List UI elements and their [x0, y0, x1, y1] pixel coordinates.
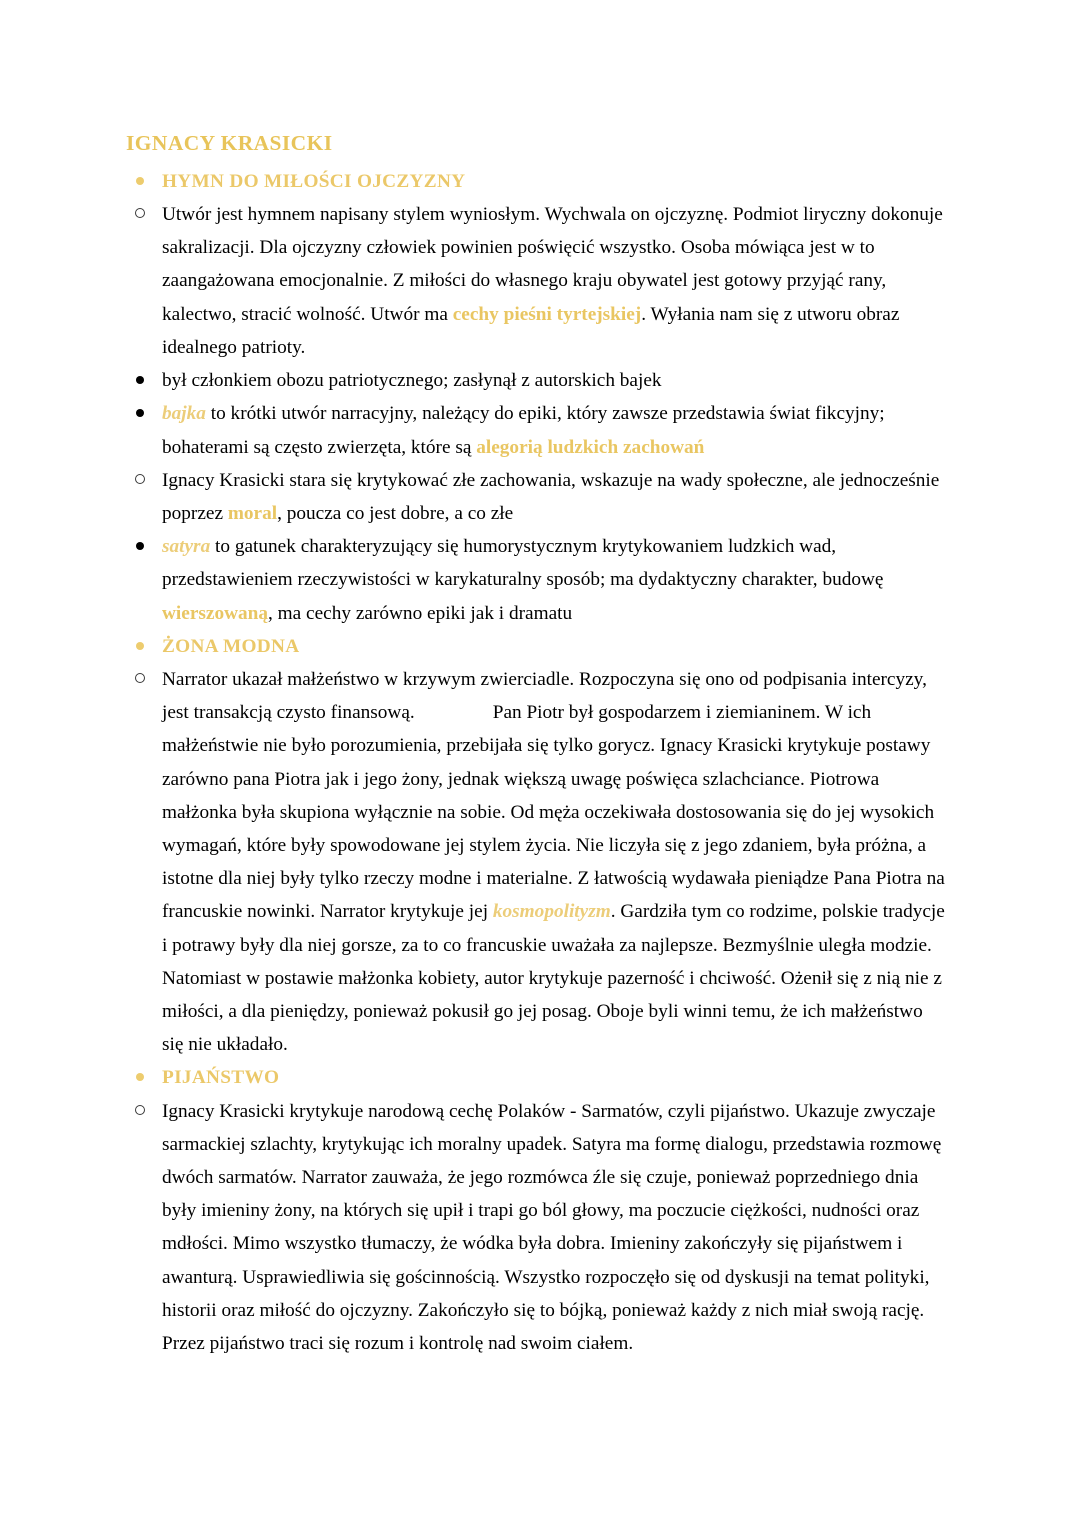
list-item-oboz [126, 364, 948, 397]
zona-text-2: Pan Piotr był gospodarzem i ziemianinem. W ich małżeństwie nie było porozumienia, przebijała się tylko gorycz. Ignacy Krasicki krytykuje postawy zarówno pana Piotra jak i jego żony, jednak większą uwagę poświęca szlachciance. Piotrowa małżonka była skupiona wyłącznie na sobie. Od męża oczekiwała dostosowania się do jej wysokich wymagań, które były spowodowane jej stylem życia. Nie liczyła się z jego zdaniem, była próżna, a istotne dla niej były tylko rzeczy modne i materialne. Z łatwością wydawała pieniądze Pana Piotra na francuskie nowinki. Narrator krytykuje jej [162, 702, 945, 923]
list-item-bajka [126, 397, 948, 463]
page-title: IGNACY KRASICKI [126, 131, 333, 155]
outline-bajka-children [126, 464, 948, 530]
paragraph-bajka [162, 397, 948, 463]
paragraph-zona-modna [162, 663, 948, 1061]
list-item-zona-modna-heading [126, 630, 948, 663]
list-item-bajka-sub [126, 464, 948, 530]
bullet-circle-icon [130, 198, 150, 231]
bullet-circle-icon [130, 1095, 150, 1128]
paragraph-oboz: był członkiem obozu patriotycznego; zasłynął z autorskich bajek [162, 370, 662, 392]
term-satyra: satyra [162, 536, 211, 558]
highlight-kosmopolityzm: kosmopolityzm [492, 901, 611, 923]
list-item-hymn-body [126, 198, 948, 364]
section-heading-zona-modna: ŻONA MODNA [162, 635, 300, 657]
section-heading-pijanstwo: PIJAŃSTWO [162, 1067, 280, 1089]
list-item-pijanstwo-heading [126, 1061, 948, 1094]
list-item-zona-modna-body [126, 663, 948, 1061]
highlight-alegoria-ludzkich-zachowan: alegorią ludzkich zachowań [476, 436, 705, 458]
outline-zona-modna-children [126, 663, 948, 1061]
bullet-disc-gold-icon [130, 1061, 150, 1094]
bullet-disc-icon [130, 397, 150, 430]
highlight-moral: moral [227, 502, 278, 524]
list-item-hymn-heading [126, 165, 948, 198]
bajka-text-1: to krótki utwór narracyjny, należący do epiki, który zawsze przedstawia świat fikcyjny; bohaterami są często zwierzęta, które są [162, 403, 885, 458]
bullet-disc-gold-icon [130, 165, 150, 198]
bullet-circle-icon [130, 663, 150, 696]
satyra-text-1: to gatunek charakteryzujący się humorystycznym krytykowaniem ludzkich wad, przedstawieniem rzeczywistości w karykaturalny sposób; ma dydaktyczny charakter, budowę [162, 536, 884, 591]
outline-pijanstwo-children [126, 1095, 948, 1361]
paragraph-satyra [162, 530, 948, 630]
bullet-disc-icon [130, 530, 150, 563]
list-item-satyra [126, 530, 948, 630]
bullet-disc-gold-icon [130, 630, 150, 663]
outline-root [126, 165, 948, 1360]
satyra-text-2: , ma cechy zarówno epiki jak i dramatu [268, 602, 573, 624]
paragraph-hymn [162, 198, 948, 364]
list-item-pijanstwo-body [126, 1095, 948, 1361]
bajka-sub-text-2: , poucza co jest dobre, a co złe [277, 502, 514, 524]
hymn-text-2: . Wyłania nam się z utworu obraz idealnego patrioty. [162, 303, 900, 358]
paragraph-bajka-sub [162, 464, 948, 530]
highlight-cechy-piesni-tyrtejskiej: cechy pieśni tyrtejskiej [452, 303, 642, 325]
document-content [126, 130, 948, 1360]
zona-text-3: . Gardziła tym co rodzime, polskie tradycje i potrawy były dla niej gorsze, za to co francuskie uważała za najlepsze. Bezmyślnie uległa modzie. Natomiast w postawie małżonka kobiety, autor krytykuje pazerność i chciwość. Ożenił się z nią nie z miłości, a dla pieniędzy, ponieważ pokusił go jej posag. Oboje byli winni temu, że ich małżeństwo się nie układało. [162, 901, 945, 1056]
term-bajka: bajka [162, 403, 206, 425]
zona-text-1: Narrator ukazał małżeństwo w krzywym zwierciadle. Rozpoczyna się ono od podpisania intercyzy, jest transakcją czysto finansową. [162, 668, 927, 724]
section-heading-hymn: HYMN DO MIŁOŚCI OJCZYZNY [162, 170, 466, 192]
outline-hymn-children [126, 198, 948, 364]
paragraph-pijanstwo: Ignacy Krasicki krytykuje narodową cechę Polaków - Sarmatów, czyli pijaństwo. Ukazuje zwyczaje sarmackiej szlachty, krytykując ich moralny upadek. Satyra ma formę dialogu, przedstawia rozmowę dwóch sarmatów. Narrator zauważa, że jego rozmówca źle się czuje, ponieważ poprzedniego dnia były imieniny żony, na których się upił i trapi go ból głowy, ma poczucie ciężkości, nudności oraz mdłości. Mimo wszystko tłumaczy, że wódka była dobra. Imieniny zakończyły się pijaństwem i awanturą. Usprawiedliwia się gościnnością. Wszystko rozpoczęło się od dyskusji na temat polityki, historii oraz miłość do ojczyzny. Zakończyło się to bójką, ponieważ każdy z nich miał swoją rację. Przez pijaństwo traci się rozum i kontrolę nad swoim ciałem. [162, 1100, 942, 1354]
hymn-text-1: Utwór jest hymnem napisany stylem wyniosłym. Wychwala on ojczyznę. Podmiot liryczny dokonuje sakralizacji. Dla ojczyzny człowiek powinien poświęcić wszystko. Osoba mówiąca jest w to zaangażowana emocjonalnie. Z miłości do własnego kraju obywatel jest gotowy przyjąć rany, kalectwo, stracić wolność. Utwór ma [162, 204, 943, 325]
bullet-circle-icon [130, 464, 150, 497]
bullet-disc-icon [130, 364, 150, 397]
highlight-wierszowana: wierszowaną [162, 602, 269, 624]
bajka-sub-text-1: Ignacy Krasicki stara się krytykować złe zachowania, wskazuje na wady społeczne, ale jednocześnie poprzez [162, 469, 940, 524]
